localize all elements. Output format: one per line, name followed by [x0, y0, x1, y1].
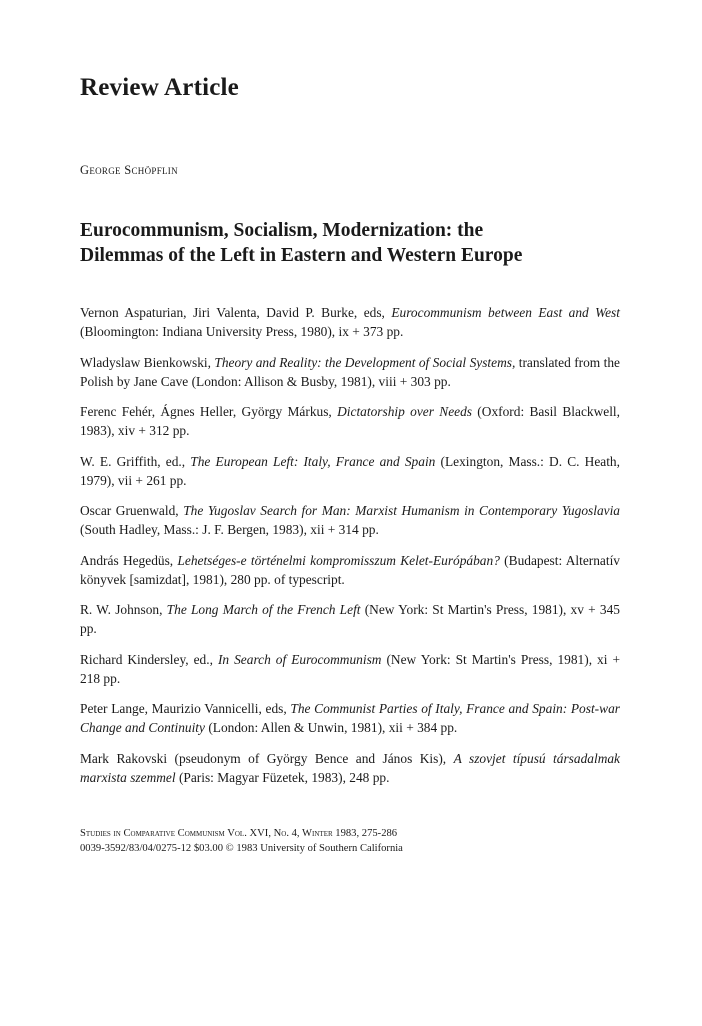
reference-item: Wladyslaw Bienkowski, Theory and Reality: the Development of Social Systems, translated from the Polish by Jane Cave (London: Allison & Busby, 1981), viii + 303 pp.: [80, 354, 620, 389]
reviewed-works-list: [80, 303, 620, 798]
reference-item: R. W. Johnson, The Long March of the French Left (New York: St Martin's Press, 1981), xv + 345 pp.: [80, 602, 620, 636]
title-line-1: Eurocommunism, Socialism, Modernization: the: [80, 220, 484, 241]
reference-item: Richard Kindersley, ed., In Search of Eurocommunism (New York: St Martin's Press, 1981), xi + 218 pp.: [80, 651, 621, 686]
title-line-2: Dilemmas of the Left in Eastern and Western Europe: [80, 245, 523, 266]
author-name: George Schöpflin: [80, 163, 178, 177]
reference-item: Ferenc Fehér, Ágnes Heller, György Márkus, Dictatorship over Needs (Oxford: Basil Blackwell, 1983), xiv + 312 pp.: [80, 404, 620, 438]
article-title: [80, 218, 620, 268]
reference-item: W. E. Griffith, ed., The European Left: Italy, France and Spain (Lexington, Mass.: D. C. Heath, 1979), vii + 261 pp.: [80, 453, 620, 488]
reference-item: Mark Rakovski (pseudonym of György Bence and János Kis), A szovjet típusú társadalmak marxista szemmel (Paris: Magyar Füzetek, 1983), 248 pp.: [80, 750, 621, 785]
copyright-line: 0039-3592/83/04/0275-12 $03.00 © 1983 University of Southern California: [80, 843, 403, 854]
section-label: Review Article: [80, 74, 239, 101]
journal-citation: Studies in Comparative Communism Vol. XVI, No. 4, Winter 1983, 275-286: [80, 828, 398, 839]
reference-item: Oscar Gruenwald, The Yugoslav Search for Man: Marxist Humanism in Contemporary Yugoslavia (South Hadley, Mass.: J. F. Bergen, 1983), xii + 314 pp.: [80, 503, 620, 537]
reference-item: Vernon Aspaturian, Jiri Valenta, David P. Burke, eds, Eurocommunism between East and West (Bloomington: Indiana University Press, 1980), ix + 373 pp.: [80, 305, 620, 339]
page-footer: [80, 826, 620, 856]
reference-item: Peter Lange, Maurizio Vannicelli, eds, The Communist Parties of Italy, France and Spain: Post-war Change and Continuity (London: Allen & Unwin, 1981), xii + 384 pp.: [80, 701, 620, 735]
reference-item: András Hegedüs, Lehetséges-e történelmi kompromisszum Kelet-Európában? (Budapest: Alternatív könyvek [samizdat], 1981), 280 pp. of typescript.: [80, 552, 621, 587]
